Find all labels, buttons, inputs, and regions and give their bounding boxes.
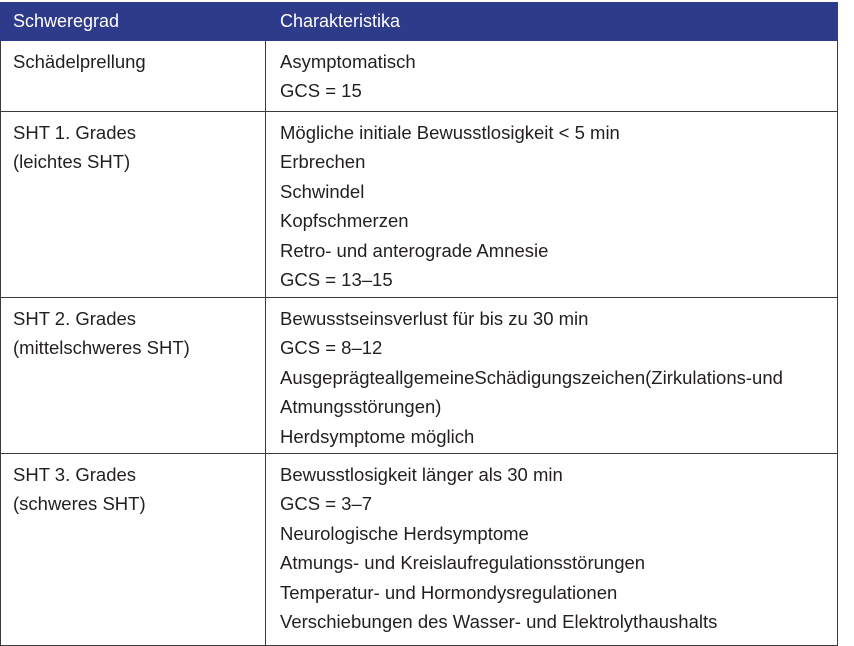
characteristic-item: Neurologische Herdsymptome xyxy=(280,522,529,544)
characteristics-cell xyxy=(266,454,838,646)
characteristic-item: Verschiebungen des Wasser- und Elektrolythaushalts xyxy=(280,611,718,633)
characteristic-item: Herdsymptome möglich xyxy=(280,425,475,447)
characteristic-item: Atmungs- und Kreislaufregulationsstörungen xyxy=(280,552,646,574)
characteristic-item: Atmungsstörungen) xyxy=(280,396,442,418)
characteristic-item: Bewusstseinsverlust für bis zu 30 min xyxy=(280,308,589,329)
header-charakteristika: Charakteristika xyxy=(266,3,838,41)
table-row xyxy=(1,41,838,112)
grade-sublabel: (schweres SHT) xyxy=(13,493,146,515)
grade-label: SHT 3. Grades xyxy=(13,464,137,485)
grade-label: SHT 1. Grades xyxy=(13,122,137,143)
grade-cell xyxy=(1,41,266,112)
characteristic-item: Temperatur- und Hormondysregulationen xyxy=(280,581,618,603)
grade-cell xyxy=(1,454,266,646)
characteristic-item: Asymptomatisch xyxy=(280,51,416,72)
characteristic-item: Erbrechen xyxy=(280,151,366,173)
characteristics-cell xyxy=(266,41,838,112)
header-row xyxy=(1,3,838,41)
characteristic-item: Bewusstlosigkeit länger als 30 min xyxy=(280,464,563,485)
characteristic-item: Mögliche initiale Bewusstlosigkeit < 5 min xyxy=(280,122,620,143)
grade-sublabel: (mittelschweres SHT) xyxy=(13,337,190,359)
table-body xyxy=(1,41,838,646)
characteristics-cell xyxy=(266,112,838,298)
table-header xyxy=(1,3,838,41)
characteristic-item: GCS = 15 xyxy=(280,80,362,102)
characteristic-item: GCS = 3–7 xyxy=(280,493,373,515)
grade-label: Schädelprellung xyxy=(13,51,146,72)
characteristic-item: Schwindel xyxy=(280,180,365,202)
characteristics-cell xyxy=(266,298,838,454)
table-row xyxy=(1,454,838,646)
characteristic-item: AusgeprägteallgemeineSchädigungszeichen(Zirkulations-und xyxy=(280,366,783,388)
grade-sublabel: (leichtes SHT) xyxy=(13,151,131,173)
grade-cell xyxy=(1,112,266,298)
grade-cell xyxy=(1,298,266,454)
header-schweregrad: Schweregrad xyxy=(1,3,266,41)
grade-label: SHT 2. Grades xyxy=(13,308,137,329)
table-row xyxy=(1,298,838,454)
table-row xyxy=(1,112,838,298)
characteristic-item: GCS = 13–15 xyxy=(280,269,393,291)
characteristic-item: Kopfschmerzen xyxy=(280,210,409,232)
characteristic-item: Retro- und anterograde Amnesie xyxy=(280,239,549,261)
severity-table xyxy=(0,2,838,646)
characteristic-item: GCS = 8–12 xyxy=(280,337,383,359)
